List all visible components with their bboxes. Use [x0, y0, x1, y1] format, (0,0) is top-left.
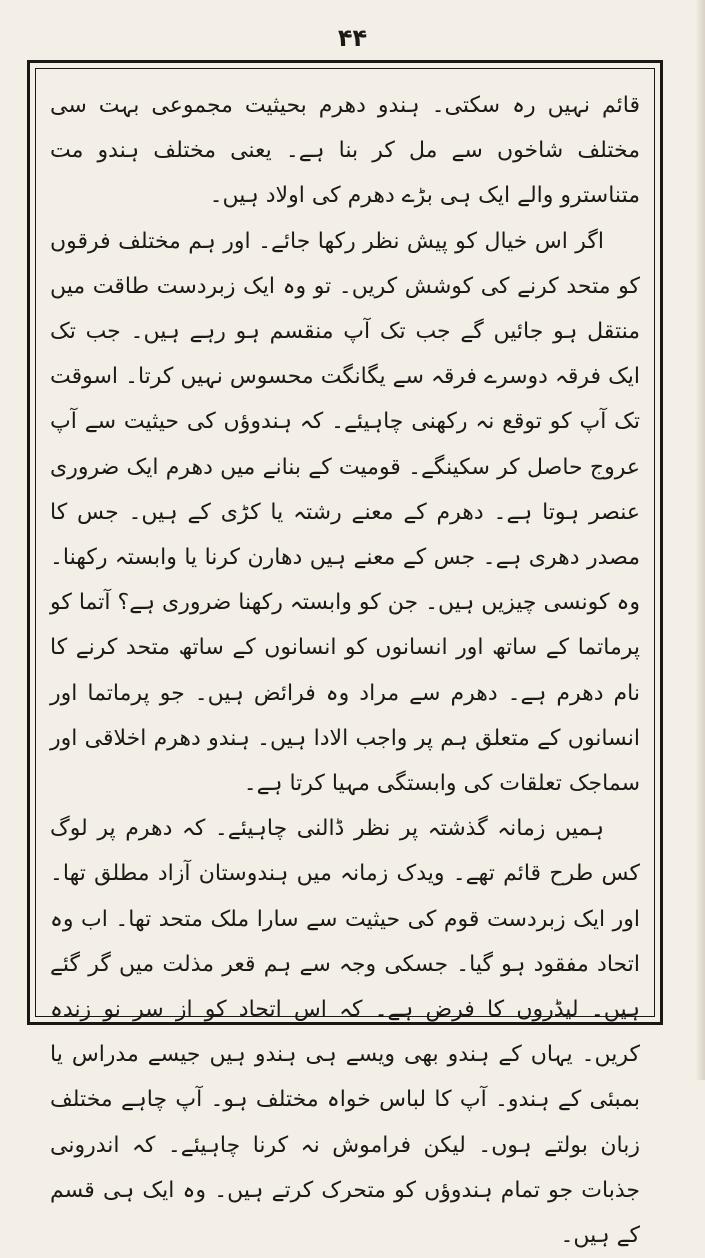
page-number: ۴۴: [337, 24, 368, 52]
page-border-inner: [35, 68, 655, 1249]
paragraph-1: قائم نہیں رہ سکتی۔ ہندو دھرم بحیثیت مجموعی بہت سی مختلف شاخوں سے مل کر بنا ہے۔ یعنی مختلف ہندو مت متناسترو والے ایک ہی بڑے دھرم کی اولاد ہیں۔: [50, 93, 640, 209]
paragraph-3: ہمیں زمانہ گذشتہ پر نظر ڈالنی چاہیئے۔ کہ دھرم پر لوگ کس طرح قائم تھے۔ ویدک زمانہ میں ہندوستان آزاد مطلق تھا۔ اور ایک زبردست قوم کی حیثیت سے سارا ملک متحد تھا۔ اب وہ اتحاد مفقود ہو گیا۔ جسکی وجہ سے ہم قعر مذلت میں گر گئے ہیں۔ لیڈروں کا فرض ہے۔ کہ اس اتحاد کو از سر نو زندہ کریں۔ یہاں کے ہندو بھی ویسے ہی ہندو ہیں جیسے مدراس یا بمبئی کے ہندو۔ آپ کا لباس خواہ مختلف ہو۔ آپ چاہے مختلف زبان بولتے ہوں۔ لیکن فراموش نہ کرنا چاہیئے۔ کہ اندرونی جذبات جو تمام ہندوؤں کو متحرک کرتے ہیں۔ وہ ایک ہی قسم کے ہیں۔: [50, 816, 640, 1249]
page-edge-shadow: [695, 0, 705, 1080]
text-body: [50, 83, 640, 1258]
paragraph-2: اگر اس خیال کو پیش نظر رکھا جائے۔ اور ہم مختلف فرقوں کو متحد کرنے کی کوشش کریں۔ تو وہ ایک زبردست طاقت میں منتقل ہو جائیں گے جب تک آپ منقسم ہو رہے ہیں۔ جب تک ایک فرقہ دوسرے فرقہ سے یگانگت محسوس نہیں کرتا۔ اسوقت تک آپ کو توقع نہ رکھنی چاہیئے۔ کہ ہندوؤں کی حیثیت سے آپ عروج حاصل کر سکینگے۔ قومیت کے بنانے میں دھرم ایک ضروری عنصر ہوتا ہے۔ دھرم کے معنے رشتہ یا کڑی کے ہیں۔ جس کا مصدر دھری ہے۔ جس کے معنے ہیں دھارن کرنا یا وابستہ رکھنا۔ وہ کونسی چیزیں ہیں۔ جن کو وابستہ رکھنا ضروری ہے؟ آتما کو پرماتما کے ساتھ اور انسانوں کو انسانوں کے ساتھ متحد کرنے کا نام دھرم ہے۔ دھرم سے مراد وہ فرائض ہیں۔ جو پرماتما اور انسانوں کے متعلق ہم پر واجب الادا ہیں۔ ہندو دھرم اخلاقی اور سماجک تعلقات کی وابستگی مہیا کرتا ہے۔: [50, 228, 640, 797]
